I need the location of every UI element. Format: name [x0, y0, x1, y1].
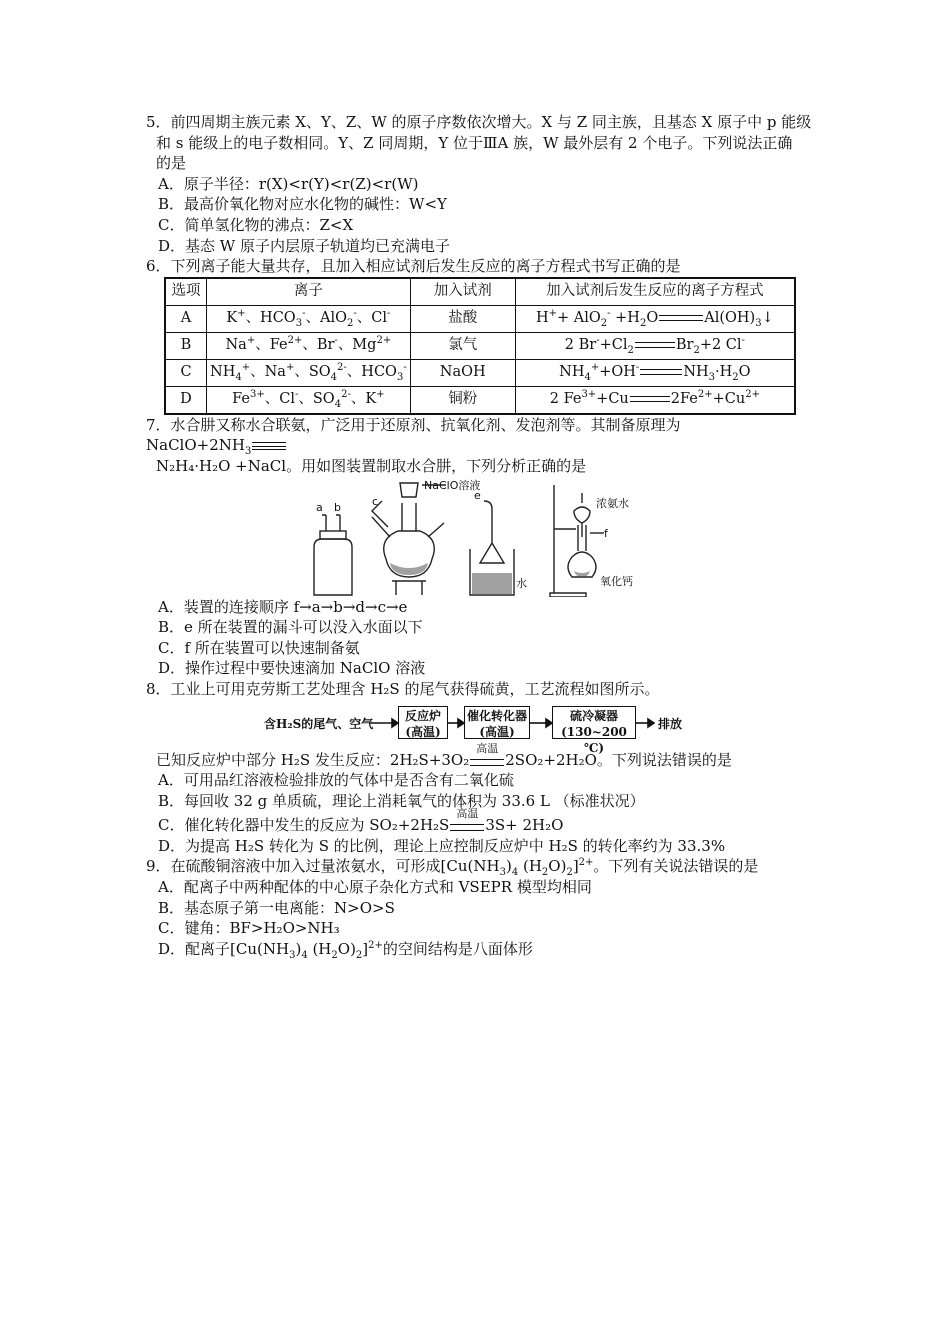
header-reagent: 加入试剂: [410, 278, 515, 306]
reactor-label: 反应炉: [404, 708, 441, 723]
q7-option-d: D．操作过程中要快速滴加 NaClO 溶液: [158, 659, 426, 678]
flow-input: 含H₂S的尾气、空气: [264, 716, 374, 731]
q7-option-c: C．f 所在装置可以快速制备氨: [158, 638, 360, 657]
q7-option-b: B．e 所在装置的漏斗可以没入水面以下: [158, 618, 423, 637]
label-f: f: [604, 526, 608, 540]
q9-option-b: B．基态原子第一电离能：N>O>S: [158, 898, 395, 917]
q9-option-c: C．键角：BF>H₂O>NH₃: [158, 919, 340, 938]
q8-option-a: A．可用品红溶液检验排放的气体中是否含有二氧化硫: [158, 771, 514, 790]
converter-label: 催化转化器: [466, 708, 527, 723]
row-reagent: 盐酸: [410, 305, 515, 332]
q7-stem-line3: N₂H₄·H₂O +NaCl。用如图装置制取水合肼，下列分析正确的是: [156, 456, 587, 475]
flow-box-converter: [464, 706, 530, 739]
table-row: [165, 359, 795, 386]
label-ammonia: 浓氨水: [596, 496, 629, 510]
table-row: [165, 332, 795, 359]
q5-stem-line3: 的是: [156, 154, 187, 173]
q8-option-b: B．每回收 32 g 单质硫，理论上消耗氧气的体积为 33.6 L （标准状况）: [158, 791, 645, 810]
condition-label: 高温: [456, 807, 479, 821]
q5-option-d: D．基态 W 原子内层原子轨道均已充满电子: [158, 236, 450, 255]
reactor-condition: (高温): [405, 724, 441, 739]
label-a: a: [316, 500, 323, 514]
q9-option-a: A．配离子中两种配体的中心原子杂化方式和 VSEPR 模型均相同: [158, 878, 592, 897]
condenser-label: 硫冷凝器: [569, 708, 618, 723]
converter-condition: (高温): [479, 724, 515, 739]
q6-ion-table: [164, 277, 796, 415]
header-option: 选项: [165, 278, 207, 306]
row-reagent: NaOH: [410, 359, 515, 386]
label-water: 水: [516, 576, 527, 590]
known-products: 2SO₂+2H₂O。下列说法错误的是: [505, 750, 732, 769]
row-ions: $NH_4^+$、Na+、$SO_4^{2-}$、$HCO_3^-$: [207, 359, 411, 386]
q7-stem-line2: $NaClO+2NH_3$: [146, 435, 806, 456]
q5-stem-line2: 和 s 能级上的电子数相同。Y、Z 同周期，Y 位于ⅢA 族，W 最外层有 2 个电子。下列说法正确: [156, 133, 793, 152]
equals-sign: [252, 442, 286, 450]
q8-flow-diagram: [146, 704, 806, 755]
row-option: C: [165, 359, 207, 386]
flow-box-condenser: [552, 706, 636, 755]
q9-stem: 9．在硫酸铜溶液中加入过量浓氨水，可形成[$Cu(NH_3)_4$ $(H_2O)_2]^{2+}$。下列有关说法错误的是: [146, 857, 759, 879]
q8-stem: 8．工业上可用克劳斯工艺处理含 H₂S 的尾气获得硫黄，工艺流程如图所示。: [146, 679, 660, 698]
q8-option-c: [146, 807, 806, 836]
option-c-reactants: C．催化转化器中发生的反应为 SO₂+2H₂S: [158, 816, 450, 835]
option-c-products: 3S+ 2H₂O: [485, 816, 564, 835]
q6-stem: 6．下列离子能大量共存，且加入相应试剂后发生反应的离子方程式书写正确的是: [146, 257, 681, 276]
apparatus-diagram: [146, 477, 806, 597]
row-ions: Na+、$Fe^{2+}$、Br-、$Mg^{2+}$: [207, 332, 411, 359]
q7-apparatus-figure: [146, 477, 806, 597]
flow-box-reactor: [398, 706, 448, 739]
table-row: [165, 386, 795, 414]
high-temp-equals: [470, 741, 504, 765]
q7-option-a: A．装置的连接顺序 f→a→b→d→c→e: [158, 597, 408, 616]
q7-stem-line1: 7．水合肼又称水合联氨，广泛用于还原剂、抗氧化剂、发泡剂等。其制备原理为: [146, 415, 681, 434]
q8-known-reaction: [146, 741, 806, 771]
q5-option-a: A．原子半径：r(X)<r(Y)<r(Z)<r(W): [158, 174, 419, 193]
label-cao: 氧化钙: [600, 574, 633, 588]
label-c: c: [372, 494, 379, 508]
row-equation: 2 $Br^-+Cl_2$ $Br_2+2$ Cl-: [515, 332, 795, 359]
row-equation: $H^++ AlO_2^- +H_2O$ $Al(OH)_3↓$: [515, 305, 795, 332]
header-equation: 加入试剂后发生反应的离子方程式: [515, 278, 795, 306]
label-e: e: [474, 488, 481, 502]
row-equation: 2 $Fe^{3+}+Cu$ $2Fe^{2+}+Cu^{2+}$: [515, 386, 795, 414]
q5-option-b: B．最高价氧化物对应水化物的碱性：W<Y: [158, 195, 447, 214]
row-equation: $NH_4^++OH^-$ $NH_3\cdot H_2O$: [515, 359, 795, 386]
row-ions: $Fe^{3+}$、Cl-、$SO_4^{2-}$、K+: [207, 386, 411, 414]
condition-label: 高温: [476, 741, 499, 755]
exam-page: [146, 112, 812, 961]
row-option: A: [165, 305, 207, 332]
row-reagent: 氯气: [410, 332, 515, 359]
row-reagent: 铜粉: [410, 386, 515, 414]
high-temp-equals: [450, 807, 484, 830]
flow-output: 排放: [658, 716, 683, 731]
row-ions: K+、$HCO_3^-$、AlO$_2$-、Cl-: [207, 305, 411, 332]
header-ions: 离子: [207, 278, 411, 306]
q9-option-d: D．配离子[$Cu(NH_3)_4$ $(H_2O)_2]^{2+}$的空间结构是八面体形: [158, 939, 533, 961]
row-option: D: [165, 386, 207, 414]
q5-option-c: C．简单氢化物的沸点：Z<X: [158, 215, 354, 234]
known-reactants: 已知反应炉中部分 H₂S 发生反应：2H₂S+3O₂: [156, 750, 470, 769]
label-b: b: [334, 500, 341, 514]
table-header-row: [165, 278, 795, 306]
table-row: [165, 305, 795, 332]
q7-stem-reactants: NaClO+2NH: [146, 436, 245, 455]
q8-option-d: D．为提高 H₂S 转化为 S 的比例，理论上应控制反应炉中 H₂S 的转化率约为 33.3%: [158, 836, 726, 855]
q5-stem-line1: 5．前四周期主族元素 X、Y、Z、W 的原子序数依次增大。X 与 Z 同主族，且基态 X 原子中 p 能级: [146, 113, 812, 131]
condenser-condition: (130~200 ℃): [561, 724, 627, 755]
row-option: B: [165, 332, 207, 359]
label-naclo: NaClO溶液: [424, 478, 481, 492]
